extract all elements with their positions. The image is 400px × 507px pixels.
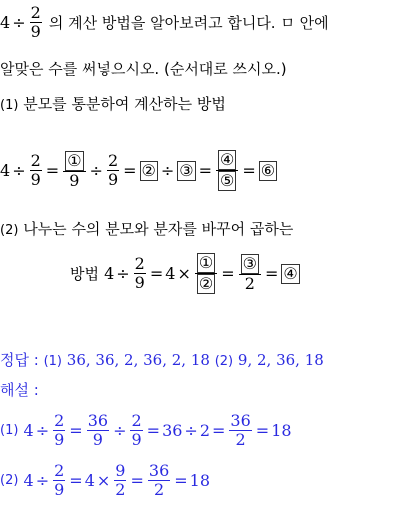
question-intro-line	[0, 4, 329, 41]
answer-box-1b[interactable]: ①	[198, 253, 214, 272]
answer-box-2b[interactable]: ②	[198, 274, 214, 293]
answer-box-3b[interactable]: ③	[242, 254, 257, 274]
fraction: $\frac{9}{2}$	[115, 461, 126, 499]
answer-box-3[interactable]: ③	[179, 160, 194, 180]
answer-box-1[interactable]: ①	[67, 151, 82, 171]
fraction: $\frac{2}{9}$	[54, 411, 65, 449]
fraction: $\frac{36}{9}$	[87, 411, 109, 449]
answer-box-6[interactable]: ⑥	[260, 160, 276, 180]
part1-title: 분모를 통분하여 계산하는 방법	[23, 95, 226, 113]
intro-whole: 4	[0, 12, 11, 32]
answer-part1-values: 36, 36, 2, 36, 2, 18	[66, 351, 210, 369]
part1-equation: 4 ÷ $\frac{2}{9}$ = $\frac{\text{①}}{9}$ ÷ $\frac{2}{9}$ = ② ÷ ③ = $\frac{\text{④}}{\text{⑤}}$ = ⑥	[0, 150, 276, 191]
explanation-line-1: (1) 4 ÷ $\frac{2}{9}$ = $\frac{36}{9}$ ÷ $\frac{2}{9}$ = 36 ÷ 2 = $\frac{36}{2}$ = 18	[0, 411, 292, 449]
part2-equation: 방법 4 ÷ $\frac{2}{9}$ = 4 × $\frac{\text{①}}{\text{②}}$ = $\frac{\text{③}}{2}$ = ④	[70, 253, 298, 294]
div-sign: ÷	[12, 12, 26, 32]
fraction: $\frac{2}{9}$	[107, 151, 119, 189]
explanation-line-2: (2) 4 ÷ $\frac{2}{9}$ = 4 × $\frac{9}{2}$ = $\frac{36}{2}$ = 18	[0, 461, 211, 499]
part2-title-line	[0, 218, 293, 239]
fraction-blank-numerator: $\frac{\text{①}}{9}$	[63, 151, 85, 190]
method-label: 방법	[70, 265, 99, 283]
fraction: $\frac{2}{9}$	[134, 254, 145, 292]
answer-part2-values: 9, 2, 36, 18	[237, 351, 324, 369]
explanation-line2-label: (2)	[0, 472, 19, 488]
intro-text: 의 계산 방법을 알아보려고 합니다. ㅁ 안에	[48, 13, 329, 32]
fraction: $\frac{2}{9}$	[30, 151, 41, 189]
intro-fraction: $\frac{2}{9}$	[30, 3, 41, 41]
part2-title: 나누는 수의 분모와 분자를 바꾸어 곱하는	[23, 220, 294, 238]
fraction: $\frac{36}{2}$	[148, 461, 170, 499]
answer-label: 정답 :	[0, 351, 39, 369]
answer-part2-label: (2)	[214, 354, 234, 369]
explanation-label: 해설 :	[0, 381, 39, 399]
fraction: $\frac{2}{9}$	[54, 461, 65, 499]
part1-label: (1)	[0, 98, 19, 113]
answer-box-5[interactable]: ⑤	[220, 171, 235, 190]
part2-label: (2)	[0, 223, 19, 238]
part1-title-line	[0, 93, 226, 114]
fraction-blank-numerator: $\frac{\text{③}}{2}$	[239, 254, 261, 293]
fraction-blank	[216, 150, 238, 191]
answer-part1-label: (1)	[43, 354, 63, 369]
answer-box-4b[interactable]: ④	[283, 263, 298, 283]
answer-line	[0, 349, 324, 370]
explanation-line1-label: (1)	[0, 422, 19, 438]
fraction: $\frac{2}{9}$	[131, 411, 142, 449]
answer-box-4[interactable]: ④	[220, 150, 235, 169]
fraction: $\frac{36}{2}$	[230, 411, 251, 449]
answer-box-2[interactable]: ②	[141, 160, 156, 180]
fraction-blank	[195, 253, 217, 294]
question-intro-line-2: 알맞은 수를 써넣으시오. (순서대로 쓰시오.)	[0, 60, 287, 78]
